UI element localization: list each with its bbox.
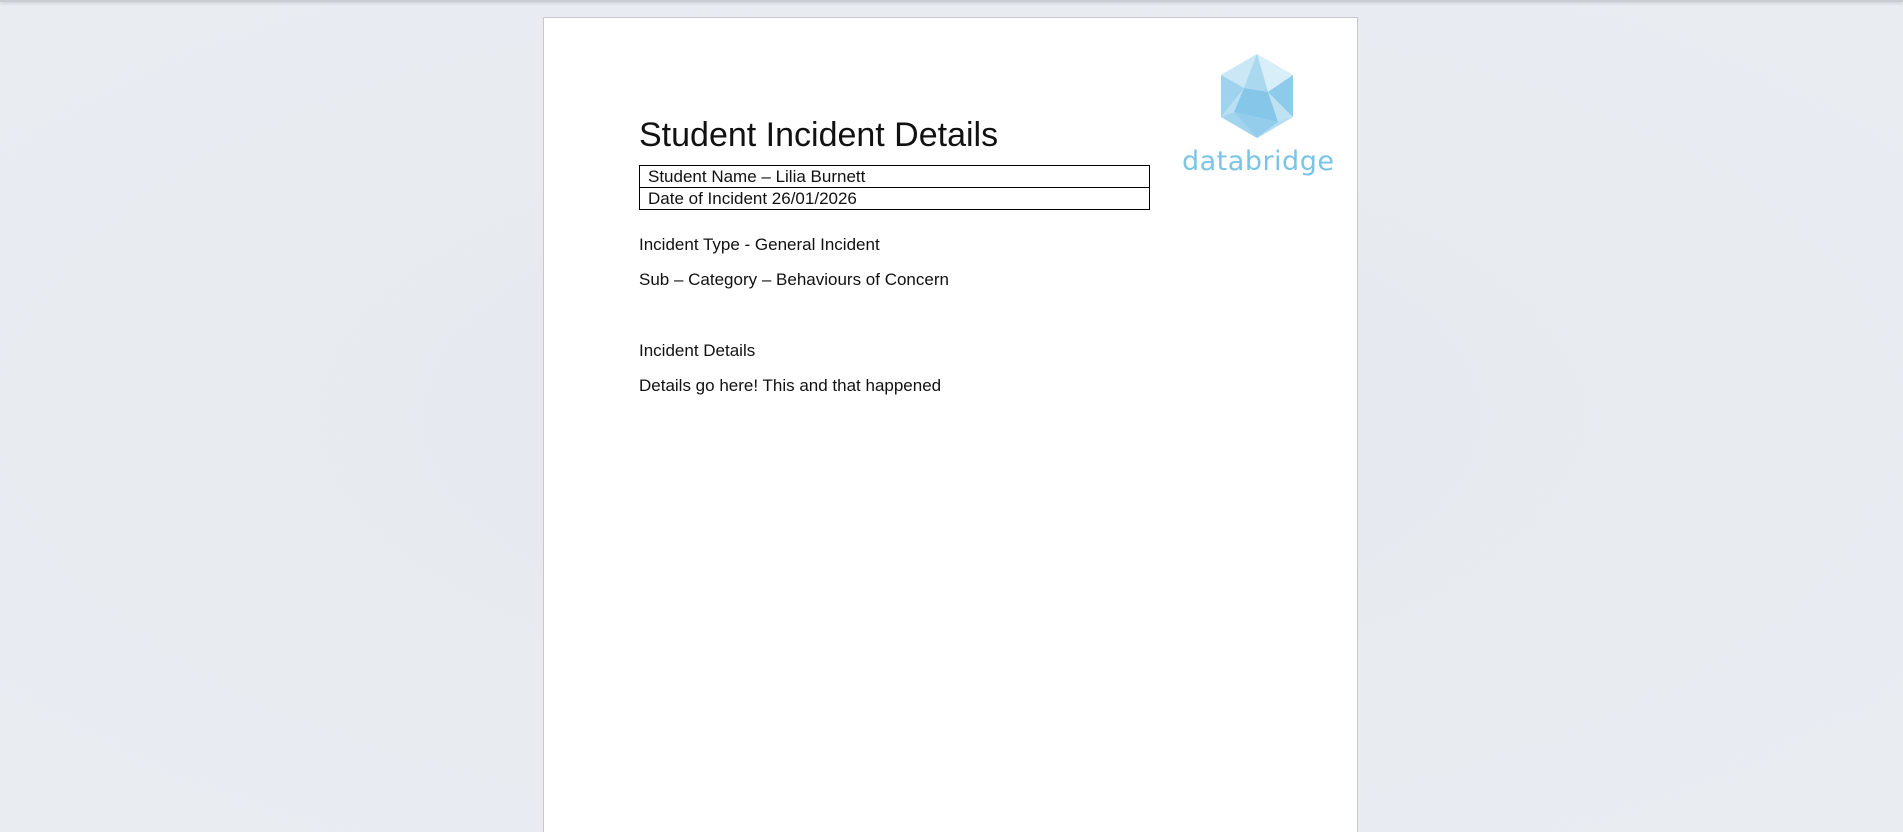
document-page <box>543 17 1358 832</box>
databridge-logo <box>1182 36 1335 186</box>
incident-date-cell: Date of Incident 26/01/2026 <box>640 188 1150 210</box>
icosahedron-logo-icon <box>1182 36 1332 146</box>
sub-category: Sub – Category – Behaviours of Concern <box>639 270 949 289</box>
incident-type: Incident Type - General Incident <box>639 235 880 254</box>
window-top-edge <box>0 0 1903 2</box>
incident-details-heading: Incident Details <box>639 341 756 360</box>
incident-details-text: Details go here! This and that happened <box>639 376 942 395</box>
logo-wordmark: databridge <box>1182 146 1335 177</box>
student-info-table <box>639 165 1150 210</box>
table-row <box>640 188 1150 210</box>
student-name-cell: Student Name – Lilia Burnett <box>640 166 1150 188</box>
table-row <box>640 166 1150 188</box>
document-title: Student Incident Details <box>639 116 999 154</box>
